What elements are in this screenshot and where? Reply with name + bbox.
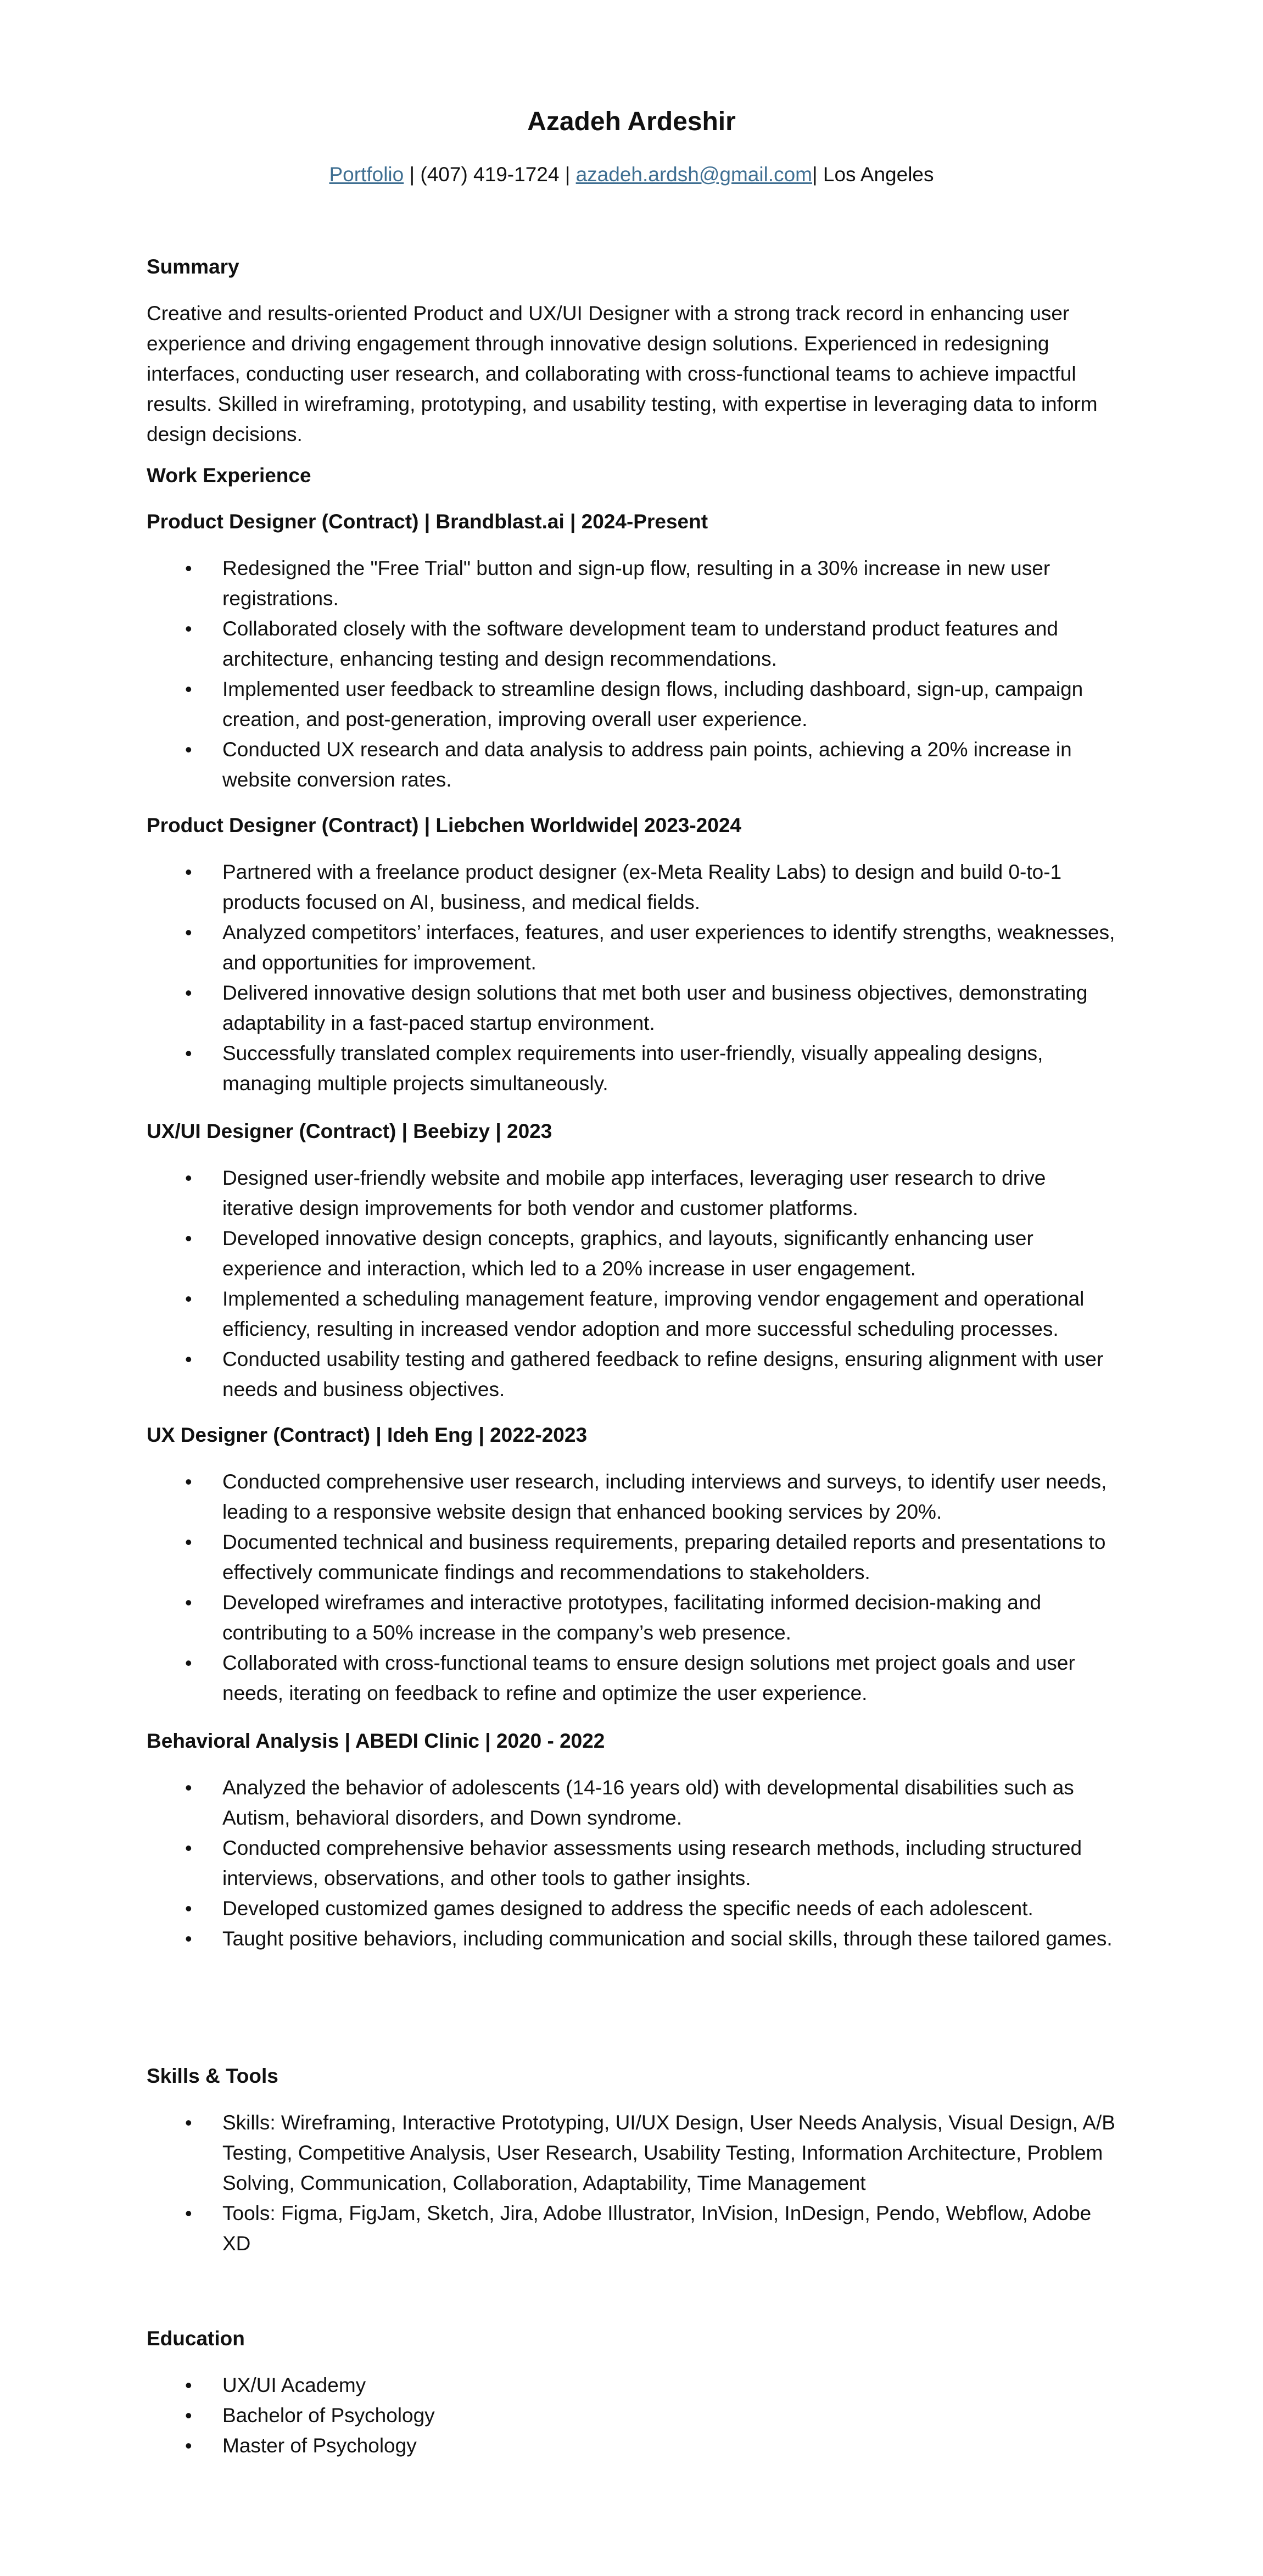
list-item: • Conducted usability testing and gathered feedback to refine designs, ensuring alignment with user needs and business objectives. — [147, 1344, 1116, 1404]
contact-separator: | — [404, 163, 421, 186]
job-entry — [147, 506, 1116, 795]
list-item: • Collaborated closely with the software development team to understand product features and architecture, enhancing testing and design recommendations. — [147, 614, 1116, 674]
location: | Los Angeles — [812, 163, 934, 186]
list-item: • Taught positive behaviors, including communication and social skills, through these tailored games. — [147, 1923, 1116, 1954]
summary-section — [147, 252, 1116, 449]
phone-number: (407) 419-1724 — [420, 163, 560, 186]
education-heading: Education — [147, 2327, 245, 2350]
work-experience-heading-block — [147, 460, 1116, 490]
list-item: • Tools: Figma, FigJam, Sketch, Jira, Adobe Illustrator, InVision, InDesign, Pendo, Webflow, Adobe XD — [147, 2198, 1116, 2259]
email-link[interactable]: azadeh.ardsh@gmail.com — [575, 163, 812, 186]
list-item: • Bachelor of Psychology — [147, 2400, 1116, 2430]
summary-heading: Summary — [147, 255, 239, 278]
list-item: • Conducted comprehensive user research, including interviews and surveys, to identify user needs, leading to a responsive website design that enhanced booking services by 20%. — [147, 1467, 1116, 1527]
skills-section — [147, 2061, 1116, 2259]
list-item: • Developed customized games designed to address the specific needs of each adolescent. — [147, 1893, 1116, 1923]
list-item: • Conducted comprehensive behavior assessments using research methods, including structured interviews, observations, and other tools to gather insights. — [147, 1833, 1116, 1893]
list-item: • Master of Psychology — [147, 2430, 1116, 2461]
job-title: Product Designer (Contract) | Liebchen Worldwide| 2023-2024 — [147, 814, 741, 837]
list-item: • Developed innovative design concepts, graphics, and layouts, significantly enhancing user experience and interaction, which led to a 20% increase in user engagement. — [147, 1223, 1116, 1284]
candidate-name: Azadeh Ardeshir — [527, 107, 736, 136]
contact-separator: | — [559, 163, 576, 186]
job-entry — [147, 810, 1116, 1099]
job-entry — [147, 1420, 1116, 1708]
list-item: • Analyzed competitors’ interfaces, features, and user experiences to identify strengths, weaknesses, and opportunities for improvement. — [147, 917, 1116, 978]
list-item: • Conducted UX research and data analysis to address pain points, achieving a 20% increase in website conversion rates. — [147, 734, 1116, 795]
list-item: • Delivered innovative design solutions that met both user and business objectives, demonstrating adaptability in a fast-paced startup environment. — [147, 978, 1116, 1038]
list-item: • Partnered with a freelance product designer (ex-Meta Reality Labs) to design and build 0-to-1 products focused on AI, business, and medical fields. — [147, 857, 1116, 917]
list-item: • Successfully translated complex requirements into user-friendly, visually appealing designs, managing multiple projects simultaneously. — [147, 1038, 1116, 1099]
job-bullets — [147, 1163, 1116, 1404]
job-entry — [147, 1116, 1116, 1404]
job-title: UX/UI Designer (Contract) | Beebizy | 2023 — [147, 1120, 552, 1142]
job-title: Product Designer (Contract) | Brandblast.ai | 2024-Present — [147, 510, 708, 533]
job-title: UX Designer (Contract) | Ideh Eng | 2022-2023 — [147, 1424, 588, 1446]
list-item: • Redesigned the "Free Trial" button and sign-up flow, resulting in a 30% increase in new user registrations. — [147, 553, 1116, 614]
skills-heading: Skills & Tools — [147, 2065, 278, 2087]
job-bullets — [147, 1467, 1116, 1708]
summary-text: Creative and results-oriented Product and UX/UI Designer with a strong track record in enhancing user experience and driving engagement through innovative design solutions. Experienced in redesigning interfaces, conducting user research, and collaborating with cross-functional teams to achieve impactful results. Skilled in wireframing, prototyping, and usability testing, with expertise in leveraging data to inform design decisions. — [147, 302, 1098, 445]
job-title: Behavioral Analysis | ABEDI Clinic | 2020 - 2022 — [147, 1730, 605, 1752]
job-bullets — [147, 553, 1116, 795]
list-item: • Designed user-friendly website and mobile app interfaces, leveraging user research to drive iterative design improvements for both vendor and customer platforms. — [147, 1163, 1116, 1223]
contact-line — [147, 159, 1116, 189]
skills-bullets — [147, 2107, 1116, 2259]
list-item: • Skills: Wireframing, Interactive Prototyping, UI/UX Design, User Needs Analysis, Visual Design, A/B Testing, Competitive Analysis, User Research, Usability Testing, Information Architecture, Problem Solving, Communication, Collaboration, Adaptability, Time Management — [147, 2107, 1116, 2198]
education-section — [147, 2323, 1116, 2461]
list-item: • Implemented user feedback to streamline design flows, including dashboard, sign-up, campaign creation, and post-generation, improving overall user experience. — [147, 674, 1116, 734]
list-item: • Collaborated with cross-functional teams to ensure design solutions met project goals and user needs, iterating on feedback to refine and optimize the user experience. — [147, 1648, 1116, 1708]
portfolio-link[interactable]: Portfolio — [329, 163, 404, 186]
list-item: • UX/UI Academy — [147, 2370, 1116, 2400]
list-item: • Analyzed the behavior of adolescents (14-16 years old) with developmental disabilities such as Autism, behavioral disorders, and Down syndrome. — [147, 1772, 1116, 1833]
job-entry — [147, 1726, 1116, 1954]
list-item: • Implemented a scheduling management feature, improving vendor engagement and operational efficiency, resulting in increased vendor adoption and more successful scheduling processes. — [147, 1284, 1116, 1344]
work-experience-heading: Work Experience — [147, 464, 311, 487]
list-item: • Documented technical and business requirements, preparing detailed reports and presentations to effectively communicate findings and recommendations to stakeholders. — [147, 1527, 1116, 1587]
job-bullets — [147, 857, 1116, 1099]
job-bullets — [147, 1772, 1116, 1954]
education-bullets — [147, 2370, 1116, 2461]
list-item: • Developed wireframes and interactive prototypes, facilitating informed decision-making and contributing to a 50% increase in the company’s web presence. — [147, 1587, 1116, 1648]
